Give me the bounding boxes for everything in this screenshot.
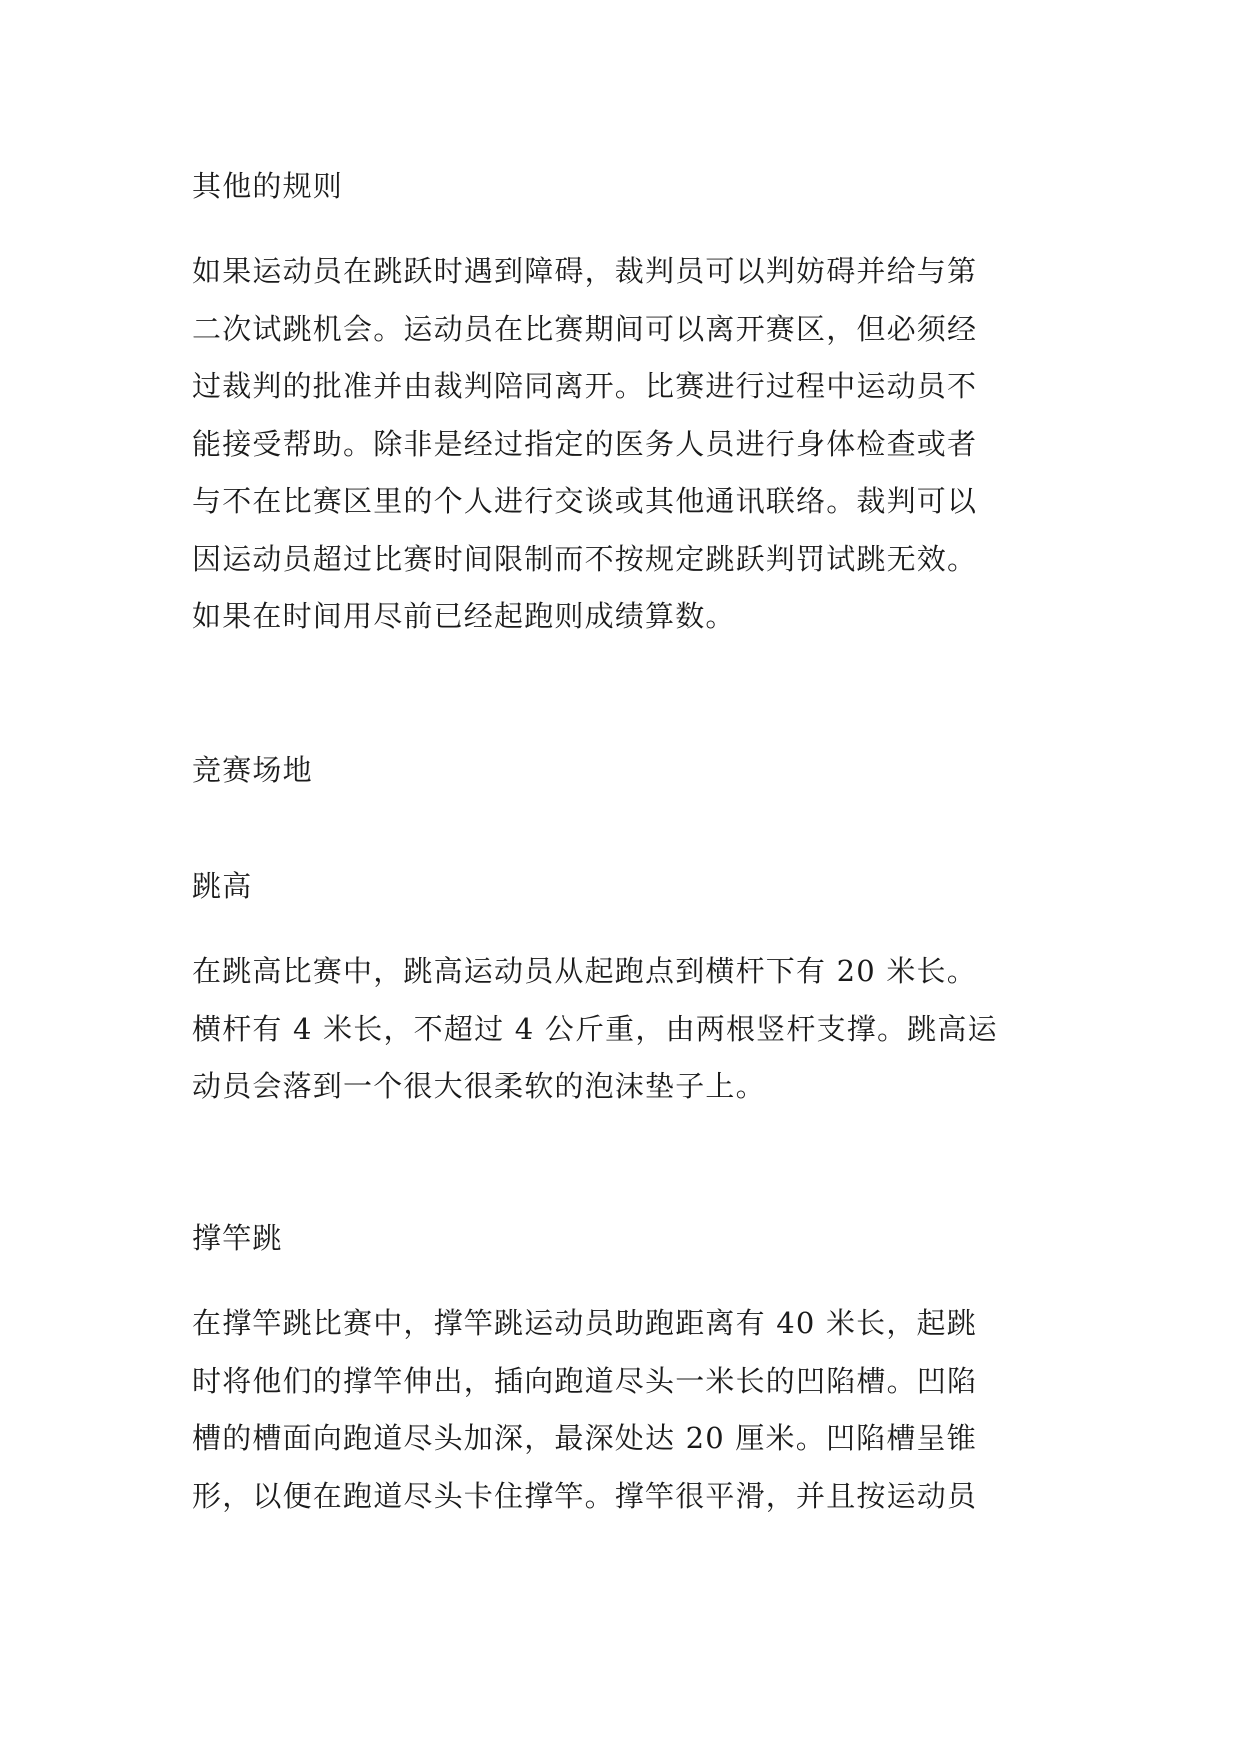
section-heading-pole-vault: 撑竿跳: [192, 1221, 283, 1255]
section-heading-other-rules: 其他的规则: [192, 169, 344, 203]
text-line: 过裁判的批准并由裁判陪同离开。比赛进行过程中运动员不: [192, 369, 978, 403]
text-line: 形，以便在跑道尽头卡住撑竿。撑竿很平滑，并且按运动员: [192, 1478, 978, 1513]
paragraph-other-rules: [192, 243, 1062, 646]
text-line: 横杆有 4 米长，不超过 4 公斤重，由两根竖杆支撑。跳高运: [192, 1011, 998, 1046]
text-line: 因运动员超过比赛时间限制而不按规定跳跃判罚试跳无效。: [192, 541, 978, 576]
text-line: 动员会落到一个很大很柔软的泡沫垫子上。: [192, 1069, 766, 1103]
section-heading-venue: 竞赛场地: [192, 753, 313, 787]
text-line: 如果运动员在跳跃时遇到障碍，裁判员可以判妨碍并给与第: [192, 254, 978, 288]
paragraph-high-jump: [192, 943, 1062, 1116]
text-line: 能接受帮助。除非是经过指定的医务人员进行身体检查或者: [192, 426, 978, 461]
text-line: 与不在比赛区里的个人进行交谈或其他通讯联络。裁判可以: [192, 484, 978, 518]
text-line: 在撑竿跳比赛中，撑竿跳运动员助跑距离有 40 米长，起跳: [192, 1306, 977, 1340]
section-heading-high-jump: 跳高: [192, 869, 253, 903]
paragraph-pole-vault: [192, 1295, 1062, 1525]
text-line: 时将他们的撑竿伸出，插向跑道尽头一米长的凹陷槽。凹陷: [192, 1363, 978, 1398]
text-line: 如果在时间用尽前已经起跑则成绩算数。: [192, 599, 736, 633]
text-line: 二次试跳机会。运动员在比赛期间可以离开赛区，但必须经: [192, 311, 978, 346]
text-line: 在跳高比赛中，跳高运动员从起跑点到横杆下有 20 米长。: [192, 954, 977, 988]
text-line: 槽的槽面向跑道尽头加深，最深处达 20 厘米。凹陷槽呈锥: [192, 1421, 977, 1455]
